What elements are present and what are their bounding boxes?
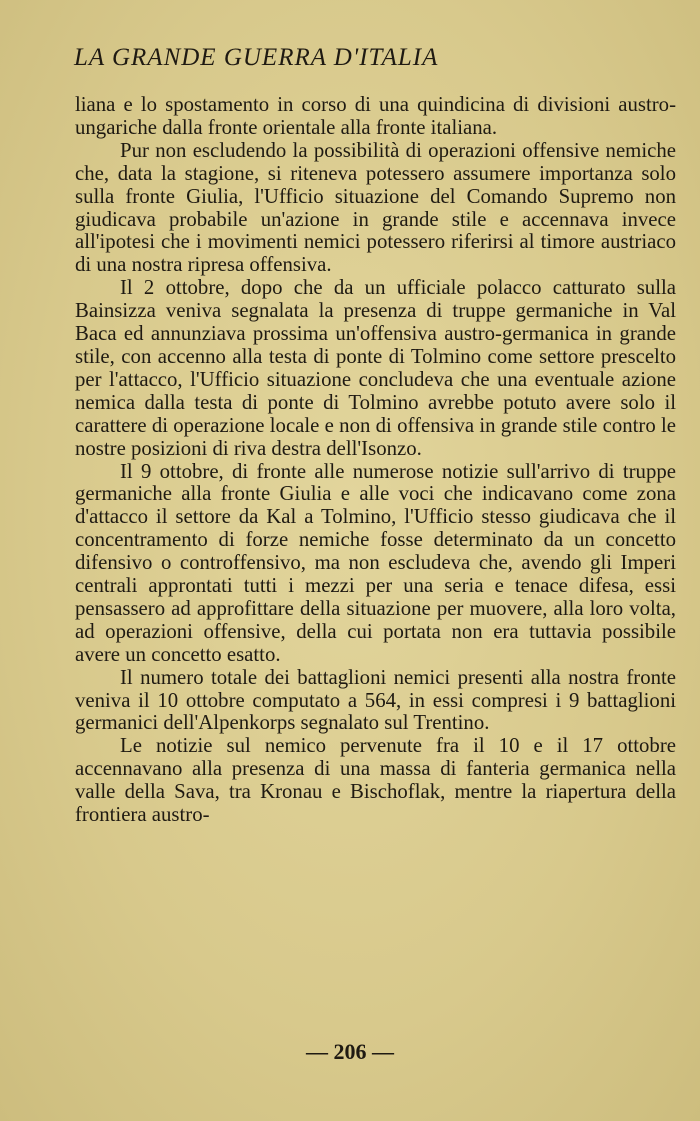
paragraph: Il 2 ottobre, dopo che da un ufficiale polacco catturato sulla Bainsizza veniva segnalata la presenza di truppe germaniche in Val Baca ed annunziava prossima un'offensiva austro-germanica in grande stile, con accenno alla testa di ponte di Tolmino come settore prescelto per l'attacco, l'Ufficio situazione concludeva che una eventuale azione nemica dalla testa di ponte di Tolmino avrebbe potuto avere solo il carattere di operazione locale e non di offensiva in grande stile contro le nostre posizioni di riva destra dell'Isonzo. xyxy=(75,276,676,460)
running-header: LA GRANDE GUERRA D'ITALIA xyxy=(74,44,439,71)
page-number: — 206 — xyxy=(306,1039,394,1064)
paragraph: Il numero totale dei battaglioni nemici presenti alla nostra fronte veniva il 10 ottobre computato a 564, in essi compresi i 9 battaglioni germanici dell'Alpenkorps segnalato sul Trentino. xyxy=(75,665,676,735)
paragraph: Il 9 ottobre, di fronte alle numerose notizie sull'arrivo di truppe germaniche alla fronte Giulia e alle voci che indicavano come zona d'attacco il settore da Kal a Tolmino, l'Ufficio stesso giudicava che il concentramento di forze nemiche fosse determinato da un concetto difensivo o controffensivo, ma non escludeva che, avendo gli Imperi centrali approntati tutti i mezzi per una seria e tenace difesa, essi pensassero ad approfittare della situazione per muovere, alla loro volta, ad operazioni offensive, della cui portata non era tuttavia possibile avere un concetto esatto. xyxy=(75,459,676,666)
paragraph: Le notizie sul nemico pervenute fra il 10 e il 17 ottobre accennavano alla presenza di una massa di fanteria germanica nella valle della Sava, tra Kronau e Bischoflak, mentre la riapertura della frontiera austro- xyxy=(75,734,676,827)
body-text xyxy=(75,94,676,827)
paragraph: Pur non escludendo la possibilità di operazioni offensive nemiche che, data la stagione, si riteneva potessero assumere importanza solo sulla fronte Giulia, l'Ufficio situazione del Comando Supremo non giudicava probabile un'azione in grande stile e accennava invece all'ipotesi che i movimenti nemici potessero riferirsi al timore austriaco di una nostra ripresa offensiva. xyxy=(75,138,676,277)
paragraph: liana e lo spostamento in corso di una quindicina di divisioni austro-ungariche dalla fronte orientale alla fronte italiana. xyxy=(75,93,676,139)
